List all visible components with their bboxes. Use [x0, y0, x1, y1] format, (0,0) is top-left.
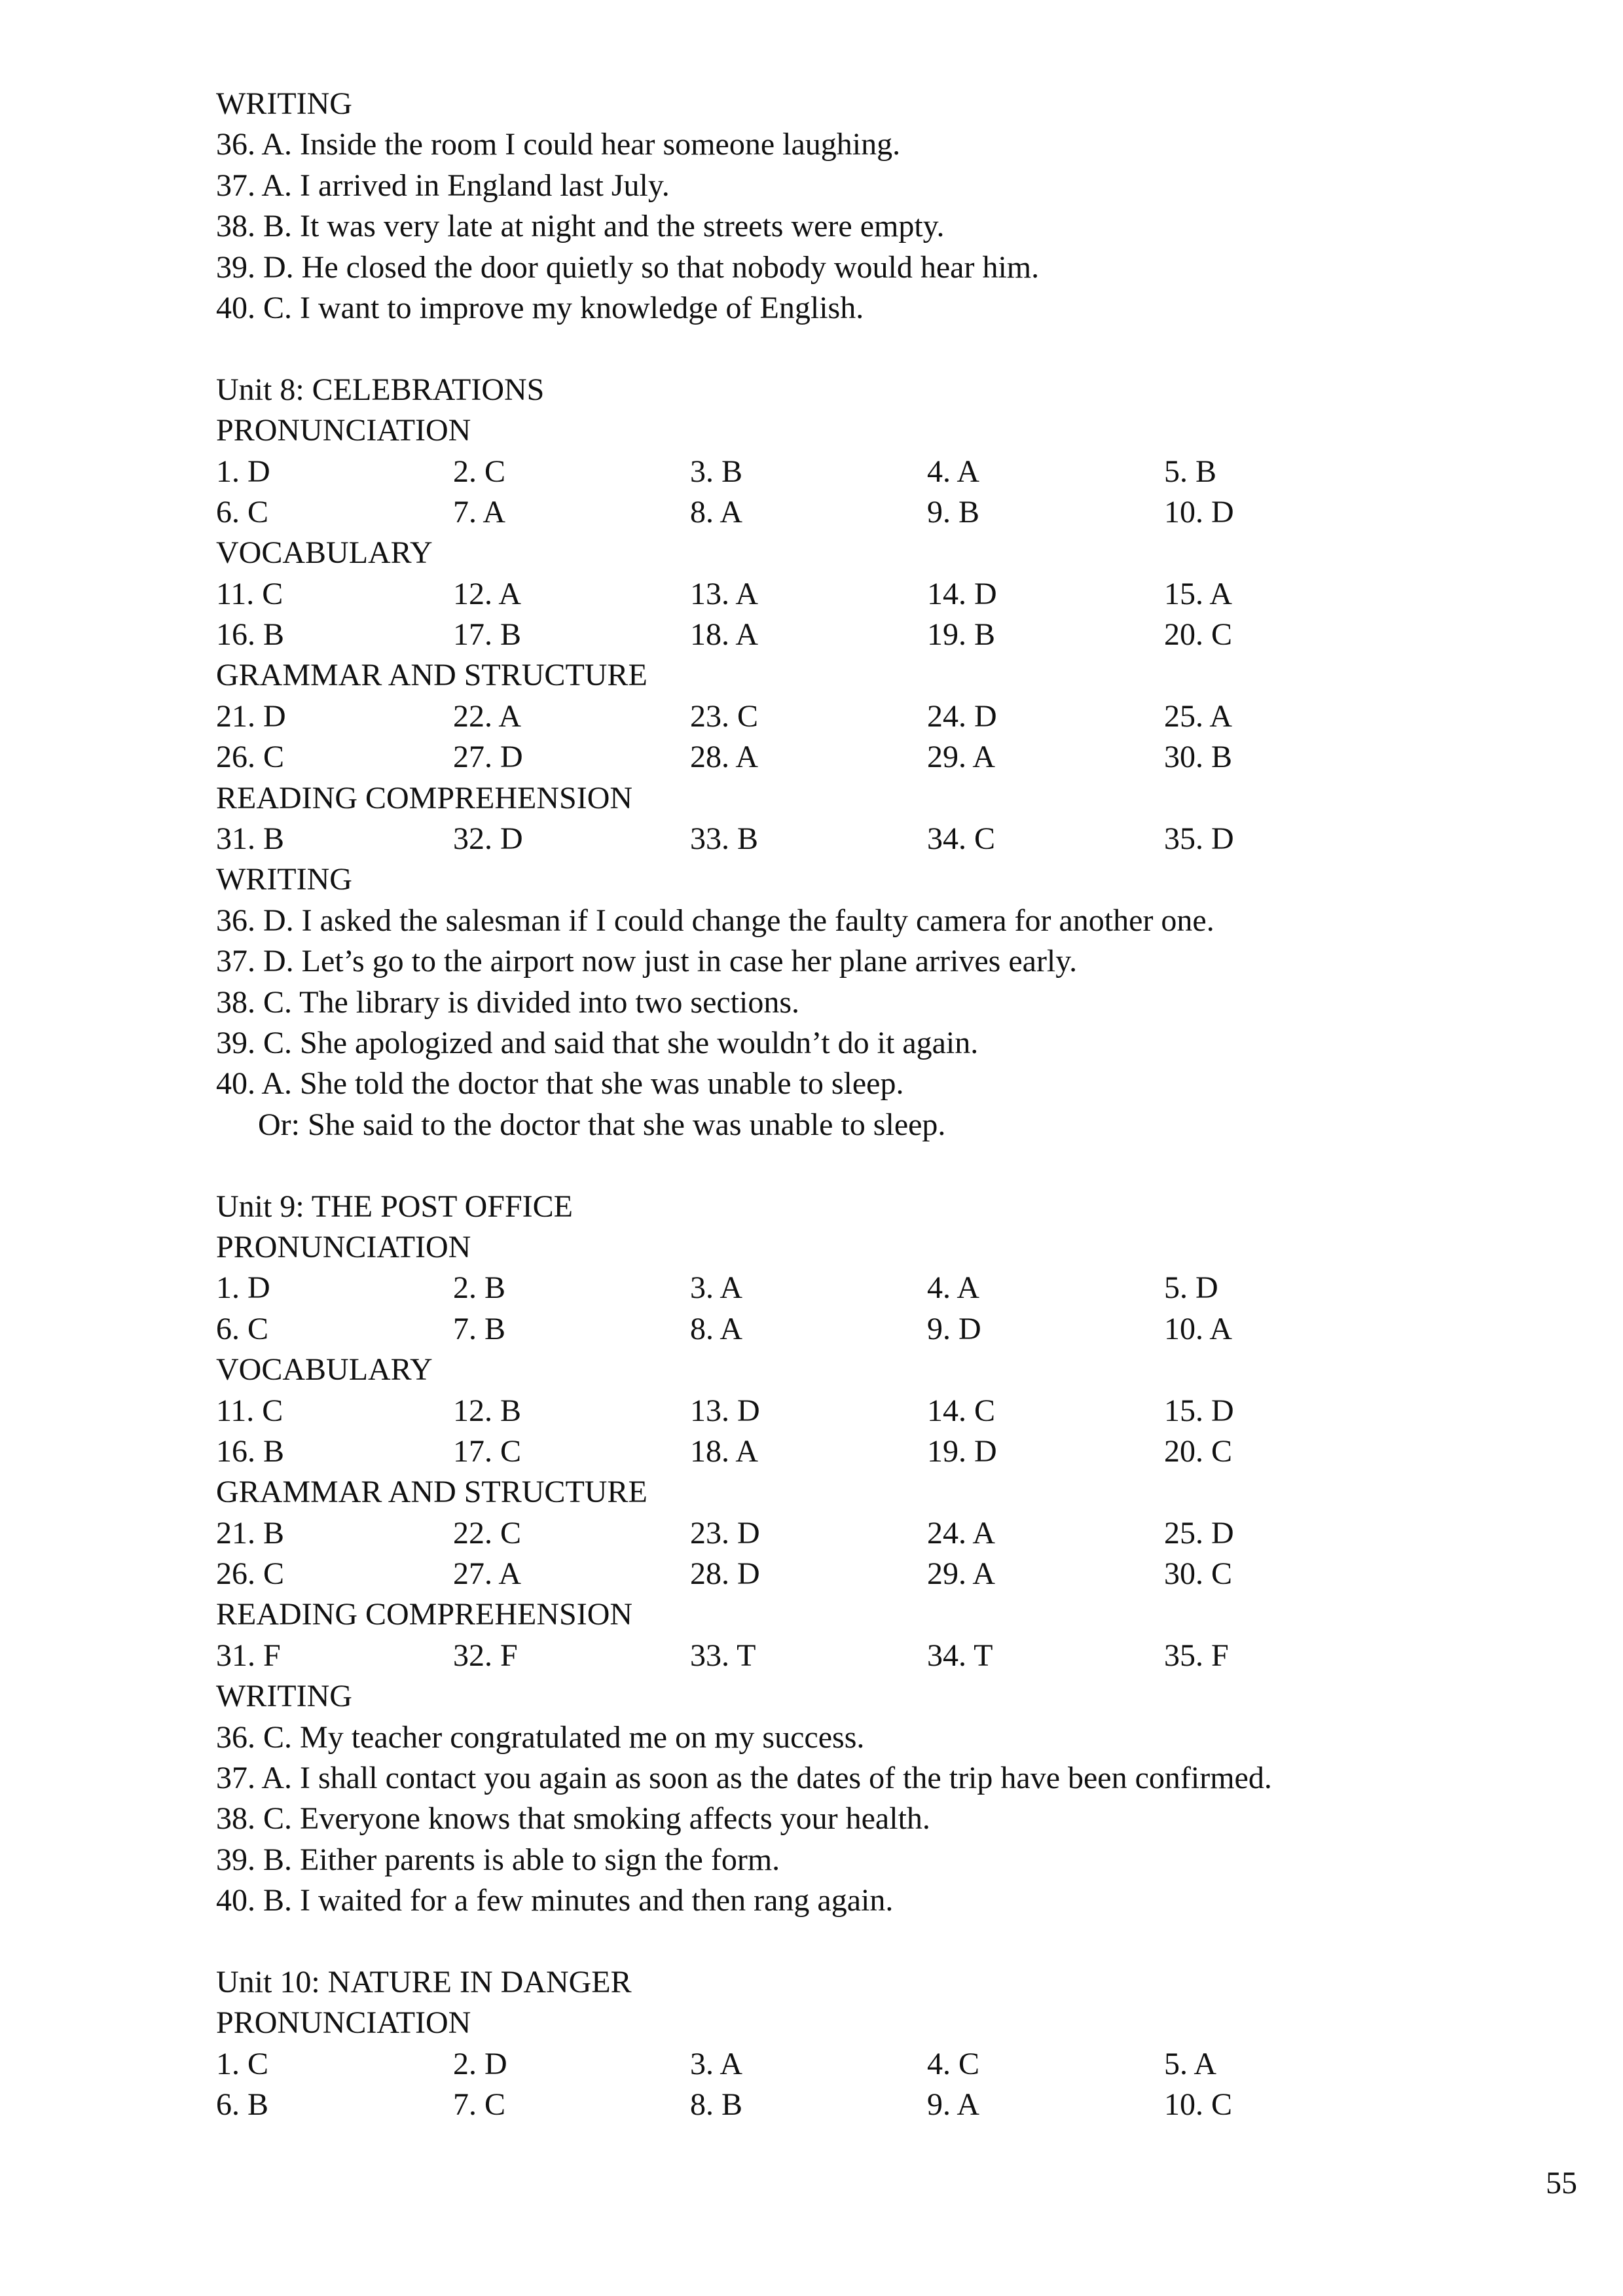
answer-cell: 6. C: [216, 1311, 269, 1346]
answer-row: [216, 492, 1539, 533]
answer-cell: 29. A: [927, 740, 996, 775]
answer-row: [216, 1554, 1539, 1594]
section-heading: READING COMPREHENSION: [216, 1597, 633, 1632]
answer-cell: 1. D: [216, 1270, 270, 1306]
answer-cell: 2. D: [453, 2046, 507, 2081]
answer-cell: 31. B: [216, 821, 285, 857]
answer-cell: 4. A: [927, 1270, 980, 1306]
answer-cell: 26. C: [216, 1556, 285, 1592]
answer-cell: 5. A: [1164, 2046, 1217, 2081]
answer-cell: 3. B: [690, 454, 743, 489]
answer-cell: 33. T: [690, 1638, 756, 1673]
unit-10: [216, 1962, 1539, 2126]
answer-cell: 11. C: [216, 1393, 283, 1428]
answer-row: [216, 574, 1539, 615]
answer-cell: 20. C: [1164, 617, 1233, 653]
section-heading: WRITING: [216, 862, 352, 897]
answer-cell: 34. C: [927, 821, 996, 857]
answer-cell: 25. A: [1164, 698, 1233, 734]
answer-row: [216, 1309, 1539, 1350]
answer-row: [216, 696, 1539, 737]
answer-cell: 1. C: [216, 2046, 269, 2081]
answer-row: [216, 615, 1539, 655]
answer-cell: 23. D: [690, 1515, 760, 1551]
answer-cell: 35. F: [1164, 1638, 1229, 1673]
answer-cell: 4. C: [927, 2046, 980, 2081]
answer-cell: 8. A: [690, 1311, 743, 1346]
answer-cell: 15. A: [1164, 576, 1233, 611]
section-heading: GRAMMAR AND STRUCTURE: [216, 1475, 647, 1510]
answer-cell: 9. D: [927, 1311, 981, 1346]
unit-header: Unit 8: CELEBRATIONS: [216, 372, 545, 407]
answer-cell: 11. C: [216, 576, 283, 611]
answer-cell: 30. B: [1164, 740, 1233, 775]
answer-line: 37. A. I shall contact you again as soon as the dates of the trip have been confirmed.: [216, 1761, 1272, 1796]
answer-line: 38. C. Everyone knows that smoking affects your health.: [216, 1801, 930, 1837]
spacer: [216, 329, 1539, 369]
answer-cell: 20. C: [1164, 1433, 1233, 1469]
answer-line: 38. B. It was very late at night and the streets were empty.: [216, 209, 945, 244]
answer-cell: 2. B: [453, 1270, 506, 1306]
answer-cell: 3. A: [690, 2046, 743, 2081]
answer-cell: 32. F: [453, 1638, 518, 1673]
answer-row: [216, 2085, 1539, 2125]
unit-9: [216, 1187, 1539, 1922]
answer-cell: 18. A: [690, 1433, 759, 1469]
answer-cell: 2. C: [453, 454, 506, 489]
answer-cell: 3. A: [690, 1270, 743, 1306]
section-heading: WRITING: [216, 1679, 352, 1714]
answer-cell: 15. D: [1164, 1393, 1234, 1428]
answer-cell: 12. A: [453, 576, 522, 611]
unit-7-writing-section: [216, 84, 1539, 329]
answer-cell: 34. T: [927, 1638, 993, 1673]
section-heading: VOCABULARY: [216, 1352, 433, 1388]
answer-cell: 4. A: [927, 454, 980, 489]
answer-line: 39. B. Either parents is able to sign the form.: [216, 1842, 780, 1877]
section-heading: PRONUNCIATION: [216, 2005, 471, 2041]
section-heading: VOCABULARY: [216, 535, 433, 571]
unit-8: [216, 370, 1539, 1145]
spacer: [216, 1145, 1539, 1186]
answer-cell: 9. A: [927, 2087, 980, 2123]
answer-cell: 6. C: [216, 494, 269, 529]
answer-cell: 1. D: [216, 454, 270, 489]
answer-line: 37. D. Let’s go to the airport now just in case her plane arrives early.: [216, 944, 1078, 979]
answer-cell: 21. D: [216, 698, 286, 734]
page-number: 55: [1546, 2166, 1577, 2200]
answer-cell: 33. B: [690, 821, 759, 857]
answer-cell: 14. D: [927, 576, 997, 611]
answer-cell: 7. C: [453, 2087, 506, 2123]
answer-row: [216, 1513, 1539, 1554]
section-heading: PRONUNCIATION: [216, 1229, 471, 1265]
answer-cell: 10. C: [1164, 2087, 1233, 2123]
unit-header: Unit 9: THE POST OFFICE: [216, 1189, 573, 1224]
answer-line: 36. A. Inside the room I could hear someone laughing.: [216, 127, 901, 162]
answer-row: [216, 737, 1539, 778]
answer-line: 40. A. She told the doctor that she was unable to sleep.: [216, 1066, 904, 1102]
answer-cell: 8. B: [690, 2087, 743, 2123]
answer-cell: 19. B: [927, 617, 996, 653]
answer-cell: 24. D: [927, 698, 997, 734]
answer-cell: 8. A: [690, 494, 743, 529]
answer-row: [216, 452, 1539, 492]
answer-cell: 28. A: [690, 740, 759, 775]
answer-cell: 30. C: [1164, 1556, 1233, 1592]
answer-line: 37. A. I arrived in England last July.: [216, 168, 670, 203]
answer-line: 38. C. The library is divided into two sections.: [216, 984, 800, 1020]
section-heading: WRITING: [216, 86, 352, 121]
answer-line: 40. B. I waited for a few minutes and then rang again.: [216, 1883, 894, 1918]
answer-cell: 21. B: [216, 1515, 285, 1551]
answer-cell: 17. C: [453, 1433, 522, 1469]
answer-row: [216, 1268, 1539, 1308]
answer-cell: 23. C: [690, 698, 759, 734]
answer-cell: 22. C: [453, 1515, 522, 1551]
answer-row: [216, 2044, 1539, 2085]
answer-cell: 25. D: [1164, 1515, 1234, 1551]
answer-cell: 5. B: [1164, 454, 1217, 489]
answer-cell: 13. D: [690, 1393, 760, 1428]
answer-line: 36. D. I asked the salesman if I could change the faulty camera for another one.: [216, 903, 1214, 938]
answer-cell: 13. A: [690, 576, 759, 611]
answer-cell: 16. B: [216, 617, 285, 653]
section-heading: GRAMMAR AND STRUCTURE: [216, 658, 647, 693]
answer-cell: 7. A: [453, 494, 506, 529]
spacer: [216, 1922, 1539, 1962]
answer-cell: 26. C: [216, 740, 285, 775]
answer-cell: 27. D: [453, 740, 523, 775]
answer-line: 39. C. She apologized and said that she wouldn’t do it again.: [216, 1025, 979, 1060]
answer-cell: 28. D: [690, 1556, 760, 1592]
answer-cell: 9. B: [927, 494, 980, 529]
answer-cell: 12. B: [453, 1393, 522, 1428]
answer-row: [216, 1431, 1539, 1472]
unit-header: Unit 10: NATURE IN DANGER: [216, 1964, 632, 2000]
answer-cell: 7. B: [453, 1311, 506, 1346]
answer-cell: 31. F: [216, 1638, 281, 1673]
alternative-answer-line: Or: She said to the doctor that she was unable to sleep.: [258, 1107, 946, 1142]
answer-cell: 18. A: [690, 617, 759, 653]
answer-key-page: [216, 84, 1539, 2126]
answer-cell: 29. A: [927, 1556, 996, 1592]
answer-row: [216, 1391, 1539, 1431]
answer-cell: 16. B: [216, 1433, 285, 1469]
answer-cell: 35. D: [1164, 821, 1234, 857]
answer-row: [216, 1636, 1539, 1676]
answer-cell: 19. D: [927, 1433, 997, 1469]
answer-cell: 22. A: [453, 698, 522, 734]
answer-row: [216, 819, 1539, 859]
answer-cell: 17. B: [453, 617, 522, 653]
answer-cell: 10. A: [1164, 1311, 1233, 1346]
answer-cell: 5. D: [1164, 1270, 1218, 1306]
answer-line: 36. C. My teacher congratulated me on my success.: [216, 1719, 865, 1755]
section-heading: READING COMPREHENSION: [216, 780, 633, 816]
answer-line: 39. D. He closed the door quietly so that nobody would hear him.: [216, 249, 1040, 285]
answer-line: 40. C. I want to improve my knowledge of English.: [216, 290, 864, 325]
answer-cell: 24. A: [927, 1515, 996, 1551]
answer-cell: 14. C: [927, 1393, 996, 1428]
section-heading: PRONUNCIATION: [216, 413, 471, 448]
answer-cell: 27. A: [453, 1556, 522, 1592]
answer-cell: 6. B: [216, 2087, 269, 2123]
answer-cell: 32. D: [453, 821, 523, 857]
answer-cell: 10. D: [1164, 494, 1234, 529]
